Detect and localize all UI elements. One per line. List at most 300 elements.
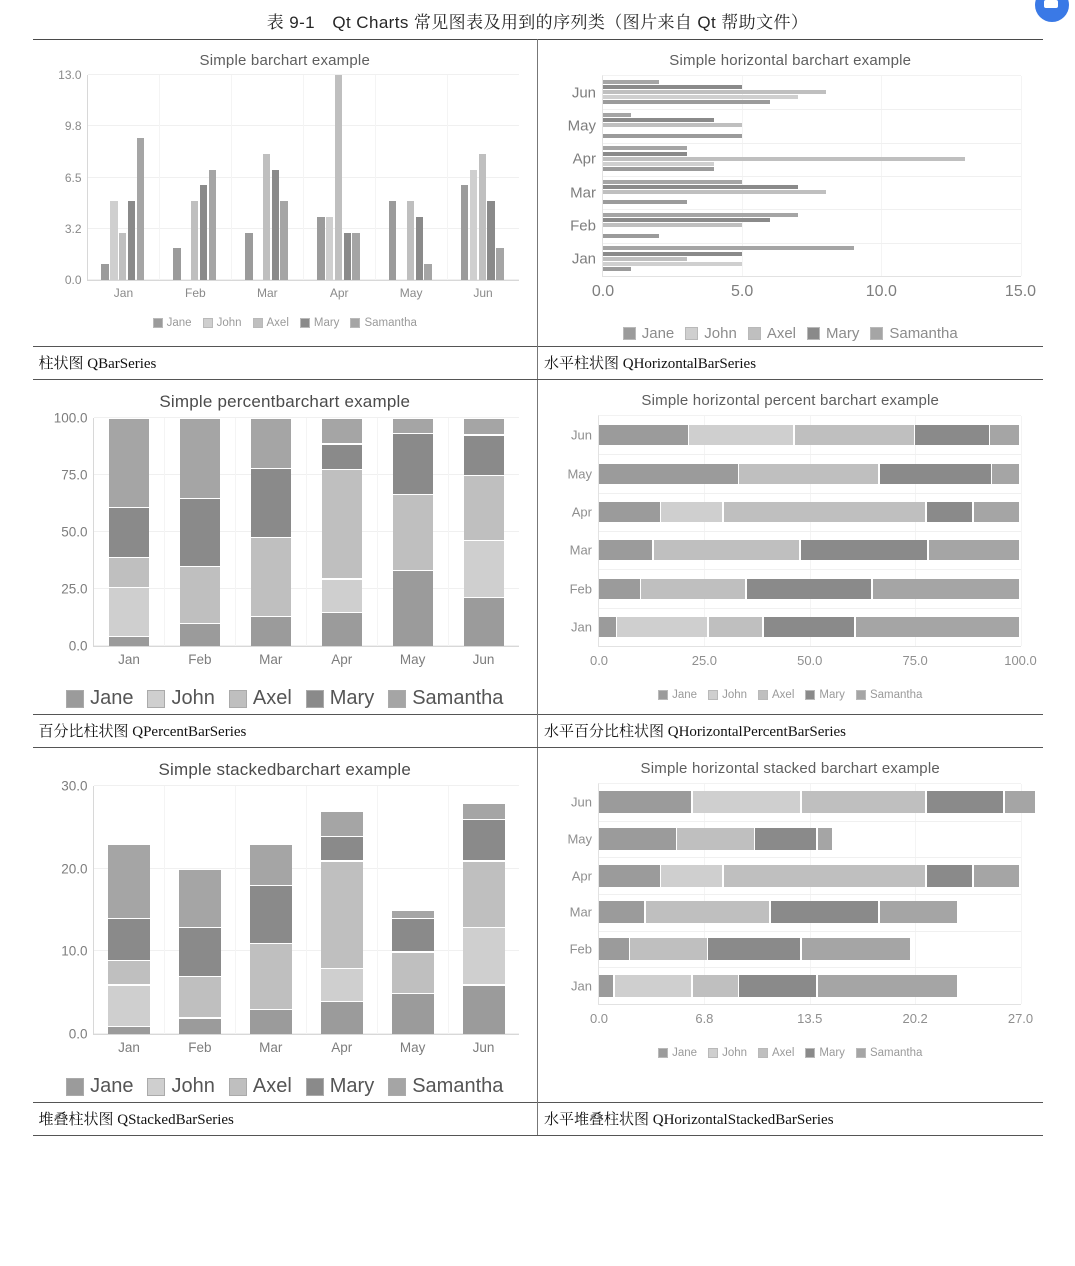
- x-axis-tick: Feb: [188, 1040, 212, 1055]
- bar-segment-axel[interactable]: [108, 961, 150, 985]
- bar-samantha[interactable]: [280, 201, 287, 280]
- bar-segment-samantha[interactable]: [463, 804, 505, 819]
- bar-segment-samantha[interactable]: [322, 419, 362, 443]
- bar-segment-samantha[interactable]: [974, 865, 1019, 887]
- legend-item-axel[interactable]: [758, 1047, 794, 1059]
- bar-john[interactable]: [603, 162, 714, 166]
- bar-segment-mary[interactable]: [747, 579, 872, 599]
- legend-label: Mary: [819, 1047, 845, 1059]
- bar-segment-mary[interactable]: [739, 975, 816, 997]
- x-axis-tick: Apr: [331, 652, 353, 667]
- caption-hbar: 水平柱状图 QHorizontalBarSeries: [538, 347, 1043, 380]
- stacked-bar[interactable]: [392, 786, 434, 1034]
- legend-item-samantha[interactable]: [856, 1047, 922, 1059]
- y-axis-tick: 25.0: [61, 581, 88, 597]
- legend-label: Axel: [766, 325, 796, 342]
- legend-swatch-icon: [856, 1048, 866, 1058]
- bar-segment-mary[interactable]: [321, 837, 363, 861]
- legend-label: Jane: [166, 317, 192, 329]
- bar-jane[interactable]: [317, 217, 324, 280]
- bar-segment-jane[interactable]: [599, 865, 660, 887]
- bar-segment-axel[interactable]: [464, 476, 504, 540]
- legend-item-john[interactable]: [147, 687, 214, 710]
- y-axis-tick: May: [567, 831, 592, 847]
- bar-segment-samantha[interactable]: [180, 419, 220, 498]
- bar-segment-axel[interactable]: [630, 938, 707, 960]
- bar-segment-mary[interactable]: [392, 919, 434, 951]
- bar-segment-axel[interactable]: [802, 791, 925, 813]
- bar-segment-mary[interactable]: [464, 436, 504, 476]
- bar-segment-jane[interactable]: [322, 613, 362, 646]
- bar-segment-john[interactable]: [689, 425, 793, 445]
- bar-jane[interactable]: [173, 248, 180, 280]
- legend-item-mary[interactable]: [807, 325, 859, 342]
- bar-segment-mary[interactable]: [250, 886, 292, 943]
- x-axis-tick: 13.5: [797, 1011, 823, 1026]
- y-axis-tick: 0.0: [68, 1026, 88, 1042]
- bar-segment-jane[interactable]: [321, 1002, 363, 1034]
- gridline-vertical: [1021, 784, 1022, 1004]
- y-axis-tick: 20.0: [61, 861, 88, 877]
- bar-samantha[interactable]: [603, 146, 687, 150]
- bar-segment-jane[interactable]: [599, 502, 660, 522]
- bar-segment-samantha[interactable]: [856, 617, 1019, 637]
- gridline: [603, 209, 1021, 210]
- bar-segment-john[interactable]: [615, 975, 692, 997]
- stacked-bar[interactable]: [108, 786, 150, 1034]
- bar-john[interactable]: [326, 217, 333, 280]
- bar-segment-samantha[interactable]: [321, 812, 363, 836]
- bar-samantha[interactable]: [352, 233, 359, 280]
- bar-mary[interactable]: [272, 170, 279, 280]
- stacked-bar[interactable]: [180, 418, 220, 646]
- legend-item-john[interactable]: [685, 325, 737, 342]
- legend-swatch-icon: [147, 1078, 165, 1096]
- bar-mary[interactable]: [603, 152, 687, 156]
- bar-segment-mary[interactable]: [251, 469, 291, 537]
- plot-area: [567, 75, 1037, 300]
- legend-item-jane[interactable]: [66, 1075, 133, 1098]
- gridline-vertical: [377, 786, 378, 1034]
- bar-segment-axel[interactable]: [321, 862, 363, 968]
- bar-segment-jane[interactable]: [599, 540, 652, 560]
- bar-segment-jane[interactable]: [599, 425, 688, 445]
- bar-segment-samantha[interactable]: [818, 975, 957, 997]
- bar-axel[interactable]: [603, 190, 826, 194]
- bar-segment-john[interactable]: [661, 865, 722, 887]
- chart-title: Simple percentbarchart example: [159, 392, 411, 411]
- bar-segment-mary[interactable]: [764, 617, 854, 637]
- chart-title: Simple horizontal barchart example: [669, 52, 912, 69]
- bar-segment-mary[interactable]: [180, 499, 220, 566]
- legend-label: Samantha: [412, 1075, 504, 1097]
- x-axis-tick: Feb: [188, 652, 212, 667]
- bar-segment-jane[interactable]: [463, 986, 505, 1034]
- bar-segment-mary[interactable]: [393, 434, 433, 494]
- bar-segment-jane[interactable]: [599, 975, 613, 997]
- bar-segment-axel[interactable]: [795, 425, 914, 445]
- bar-segment-john[interactable]: [109, 588, 149, 636]
- bar-segment-samantha[interactable]: [873, 579, 1019, 599]
- legend-label: John: [722, 689, 747, 701]
- bar-axel[interactable]: [603, 257, 687, 261]
- y-axis-tick: 30.0: [61, 778, 88, 794]
- bar-segment-jane[interactable]: [599, 938, 629, 960]
- legend-item-mary[interactable]: [306, 1075, 374, 1098]
- bar-segment-jane[interactable]: [180, 624, 220, 646]
- legend-swatch-icon: [758, 1048, 768, 1058]
- legend-item-john[interactable]: [708, 1047, 747, 1059]
- plot-area: [61, 778, 520, 1055]
- gridline-vertical: [375, 75, 376, 280]
- legend-item-jane[interactable]: [658, 689, 697, 701]
- gridline-vertical: [448, 786, 449, 1034]
- legend-item-samantha[interactable]: [350, 317, 416, 329]
- chart-legend: [41, 1075, 530, 1098]
- bar-segment-samantha[interactable]: [974, 502, 1019, 522]
- x-axis-tick: Apr: [329, 286, 349, 300]
- bar-segment-samantha[interactable]: [393, 419, 433, 433]
- bar-john[interactable]: [470, 170, 477, 280]
- bar-segment-jane[interactable]: [599, 617, 616, 637]
- bar-mary[interactable]: [603, 85, 742, 89]
- cell-horizontal-stackedbarchart: [538, 748, 1043, 1103]
- legend-item-mary[interactable]: [300, 317, 340, 329]
- bar-john[interactable]: [603, 95, 798, 99]
- caption-stacked: 堆叠柱状图 QStackedBarSeries: [33, 1103, 538, 1136]
- bar-segment-jane[interactable]: [599, 464, 738, 484]
- legend-label: Jane: [672, 1047, 698, 1059]
- stacked-bar[interactable]: [250, 786, 292, 1034]
- bar-segment-mary[interactable]: [915, 425, 989, 445]
- y-axis-tick: Jun: [571, 84, 596, 102]
- bar-jane[interactable]: [603, 100, 770, 104]
- bar-segment-samantha[interactable]: [179, 870, 221, 927]
- gridline-vertical: [448, 418, 449, 646]
- bar-axel[interactable]: [479, 154, 486, 280]
- bar-segment-mary[interactable]: [927, 502, 972, 522]
- legend-item-mary[interactable]: [306, 687, 374, 710]
- bar-segment-john[interactable]: [463, 928, 505, 985]
- x-axis-tick: Jun: [472, 652, 495, 667]
- bar-segment-jane[interactable]: [599, 791, 691, 813]
- bar-segment-samantha[interactable]: [992, 464, 1019, 484]
- bar-jane[interactable]: [389, 201, 396, 280]
- bar-segment-axel[interactable]: [693, 975, 738, 997]
- bar-samantha[interactable]: [603, 213, 798, 217]
- gridline-vertical: [377, 418, 378, 646]
- legend-item-axel[interactable]: [253, 317, 289, 329]
- bar-segment-mary[interactable]: [927, 791, 1004, 813]
- x-axis-tick: 6.8: [695, 1011, 714, 1026]
- bar-segment-mary[interactable]: [179, 928, 221, 976]
- bar-segment-axel[interactable]: [654, 540, 799, 560]
- stacked-bar[interactable]: [393, 418, 433, 646]
- legend-swatch-icon: [306, 1078, 324, 1096]
- bar-mary[interactable]: [603, 252, 742, 256]
- y-axis-tick: 0.0: [68, 638, 88, 654]
- bar-axel[interactable]: [603, 223, 742, 227]
- bar-mary[interactable]: [200, 185, 207, 280]
- x-axis-tick: 15.0: [1004, 283, 1037, 300]
- legend-item-jane[interactable]: [66, 687, 133, 710]
- bar-segment-samantha[interactable]: [251, 419, 291, 467]
- bar-mary[interactable]: [128, 201, 135, 280]
- y-axis-tick: 6.5: [64, 170, 82, 185]
- bar-segment-axel[interactable]: [709, 617, 762, 637]
- bar-segment-axel[interactable]: [463, 862, 505, 927]
- bar-jane[interactable]: [603, 200, 687, 204]
- bar-axel[interactable]: [119, 233, 126, 280]
- stacked-bar[interactable]: [179, 786, 221, 1034]
- bar-segment-mary[interactable]: [109, 508, 149, 556]
- legend-swatch-icon: [758, 690, 768, 700]
- legend-item-axel[interactable]: [758, 689, 794, 701]
- bar-segment-john[interactable]: [661, 502, 722, 522]
- y-axis-tick: Jun: [571, 427, 592, 443]
- legend-item-mary[interactable]: [805, 1047, 845, 1059]
- bar-segment-mary[interactable]: [708, 938, 800, 960]
- bar-segment-axel[interactable]: [179, 977, 221, 1017]
- bar-axel[interactable]: [191, 201, 198, 280]
- bar-john[interactable]: [110, 201, 117, 280]
- bar-jane[interactable]: [603, 234, 659, 238]
- bar-samantha[interactable]: [603, 180, 742, 184]
- bar-segment-samantha[interactable]: [250, 845, 292, 885]
- stacked-bar[interactable]: [109, 418, 149, 646]
- bar-samantha[interactable]: [424, 264, 431, 280]
- bar-axel[interactable]: [335, 75, 342, 280]
- bar-segment-axel[interactable]: [646, 901, 769, 923]
- plot-area: [567, 783, 1034, 1026]
- plot-wrapper: [58, 68, 520, 300]
- bar-segment-john[interactable]: [464, 541, 504, 597]
- bar-segment-axel[interactable]: [677, 828, 754, 850]
- bar-segment-axel[interactable]: [724, 502, 925, 522]
- bar-axel[interactable]: [407, 201, 414, 280]
- bar-segment-jane[interactable]: [464, 598, 504, 646]
- bar-mary[interactable]: [603, 118, 714, 122]
- caption-hstacked: 水平堆叠柱状图 QHorizontalStackedBarSeries: [538, 1103, 1043, 1136]
- legend-item-axel[interactable]: [229, 1075, 292, 1098]
- legend-swatch-icon: [805, 690, 815, 700]
- bar-jane[interactable]: [101, 264, 108, 280]
- gridline: [599, 531, 1021, 532]
- bar-segment-mary[interactable]: [755, 828, 816, 850]
- bar-segment-axel[interactable]: [393, 495, 433, 570]
- legend-swatch-icon: [66, 1078, 84, 1096]
- legend-item-samantha[interactable]: [856, 689, 922, 701]
- legend-item-samantha[interactable]: [388, 687, 503, 710]
- bar-mary[interactable]: [603, 185, 798, 189]
- y-axis-tick: 50.0: [61, 524, 88, 540]
- bar-segment-mary[interactable]: [927, 865, 972, 887]
- bar-segment-samantha[interactable]: [392, 911, 434, 918]
- legend-item-jane[interactable]: [153, 317, 192, 329]
- bar-segment-axel[interactable]: [641, 579, 745, 599]
- x-axis-tick: Mar: [256, 286, 278, 300]
- bar-mary[interactable]: [344, 233, 351, 280]
- cell-barchart: [33, 40, 538, 347]
- legend-item-axel[interactable]: [229, 687, 292, 710]
- y-axis-tick: Jan: [571, 619, 592, 635]
- bar-segment-jane[interactable]: [392, 994, 434, 1034]
- bar-segment-jane[interactable]: [599, 901, 644, 923]
- stacked-bar[interactable]: [321, 786, 363, 1034]
- bar-segment-jane[interactable]: [179, 1019, 221, 1034]
- chart-percent-bar: [33, 380, 538, 714]
- bar-segment-axel[interactable]: [180, 567, 220, 623]
- bar-segment-axel[interactable]: [251, 538, 291, 616]
- bar-segment-samantha[interactable]: [109, 419, 149, 507]
- legend-label: Jane: [672, 689, 698, 701]
- legend-label: Axel: [772, 689, 795, 701]
- bar-mary[interactable]: [416, 217, 423, 280]
- y-axis-tick: Mar: [569, 904, 592, 920]
- legend-swatch-icon: [388, 690, 406, 708]
- bar-samantha[interactable]: [137, 138, 144, 280]
- gridline: [599, 454, 1021, 455]
- bar-segment-jane[interactable]: [251, 617, 291, 646]
- x-axis-tick: Jan: [118, 1040, 140, 1055]
- caption-hpercent: 水平百分比柱状图 QHorizontalPercentBarSeries: [538, 715, 1043, 748]
- bar-segment-jane[interactable]: [393, 571, 433, 646]
- bar-segment-mary[interactable]: [108, 919, 150, 959]
- y-axis-tick: 3.2: [64, 221, 82, 236]
- chart-horizontal-stacked-bar: [538, 748, 1043, 1063]
- bar-segment-jane[interactable]: [109, 637, 149, 646]
- gridline-vertical: [235, 786, 236, 1034]
- legend-swatch-icon: [748, 327, 761, 340]
- bar-segment-samantha[interactable]: [108, 845, 150, 918]
- bar-segment-axel[interactable]: [724, 865, 925, 887]
- bar-segment-mary[interactable]: [463, 820, 505, 860]
- bar-axel[interactable]: [603, 123, 742, 127]
- bar-samantha[interactable]: [209, 170, 216, 280]
- chart-legend: [546, 325, 1035, 342]
- bar-segment-samantha[interactable]: [818, 828, 832, 850]
- legend-swatch-icon: [708, 690, 718, 700]
- bar-john[interactable]: [603, 262, 742, 266]
- legend-label: Mary: [826, 325, 860, 342]
- bar-mary[interactable]: [603, 218, 770, 222]
- x-axis-tick: 50.0: [797, 653, 823, 668]
- bar-jane[interactable]: [603, 134, 742, 138]
- bar-jane[interactable]: [461, 185, 468, 280]
- legend-label: Samantha: [869, 1047, 923, 1059]
- y-axis-tick: Apr: [571, 504, 592, 520]
- x-axis-tick: May: [399, 286, 423, 300]
- bar-segment-jane[interactable]: [108, 1027, 150, 1034]
- legend-item-mary[interactable]: [805, 689, 845, 701]
- bar-segment-jane[interactable]: [599, 828, 676, 850]
- bar-samantha[interactable]: [603, 246, 854, 250]
- bar-segment-jane[interactable]: [599, 579, 640, 599]
- legend-item-axel[interactable]: [748, 325, 796, 342]
- bar-segment-axel[interactable]: [250, 944, 292, 1009]
- bar-jane[interactable]: [245, 233, 252, 280]
- legend-item-jane[interactable]: [658, 1047, 697, 1059]
- bar-segment-samantha[interactable]: [1005, 791, 1035, 813]
- y-axis-tick: 13.0: [58, 68, 82, 82]
- y-axis-tick: Feb: [570, 217, 596, 235]
- bar-axel[interactable]: [603, 157, 965, 161]
- bar-axel[interactable]: [263, 154, 270, 280]
- bar-segment-axel[interactable]: [739, 464, 878, 484]
- bar-segment-samantha[interactable]: [990, 425, 1019, 445]
- legend-item-john[interactable]: [708, 689, 747, 701]
- bar-samantha[interactable]: [496, 248, 503, 280]
- legend-item-john[interactable]: [147, 1075, 214, 1098]
- legend-label: Axel: [772, 1047, 795, 1059]
- legend-label: Jane: [90, 1075, 134, 1097]
- legend-item-jane[interactable]: [623, 325, 675, 342]
- bar-samantha[interactable]: [603, 80, 659, 84]
- bar-segment-john[interactable]: [693, 791, 801, 813]
- y-axis-tick: Jan: [571, 978, 592, 994]
- legend-label: Samantha: [364, 317, 417, 329]
- bar-segment-mary[interactable]: [322, 445, 362, 469]
- x-axis-tick: May: [399, 652, 426, 667]
- bar-segment-axel[interactable]: [392, 953, 434, 993]
- bar-segment-mary[interactable]: [801, 540, 928, 560]
- legend-item-samantha[interactable]: [388, 1075, 503, 1098]
- chart-bar: [33, 40, 538, 333]
- plot-wrapper: [567, 75, 1037, 300]
- bar-segment-jane[interactable]: [250, 1010, 292, 1034]
- table-row: [33, 380, 1043, 715]
- legend-label: John: [171, 1075, 215, 1097]
- legend-swatch-icon: [300, 318, 310, 328]
- bar-segment-samantha[interactable]: [464, 419, 504, 434]
- cell-stackedbarchart: [33, 748, 538, 1103]
- legend-label: Samantha: [869, 689, 923, 701]
- table-row: [33, 347, 1043, 380]
- legend-label: Jane: [90, 687, 134, 709]
- bar-segment-samantha[interactable]: [880, 901, 957, 923]
- legend-item-samantha[interactable]: [870, 325, 957, 342]
- bar-samantha[interactable]: [603, 113, 631, 117]
- gridline-vertical: [164, 418, 165, 646]
- x-axis-tick: 0.0: [589, 653, 609, 668]
- table-row: [33, 715, 1043, 748]
- bar-jane[interactable]: [603, 167, 714, 171]
- stacked-bar[interactable]: [463, 786, 505, 1034]
- bar-mary[interactable]: [487, 201, 494, 280]
- y-axis-tick: May: [567, 117, 596, 135]
- cell-percentbarchart: [33, 380, 538, 715]
- bar-jane[interactable]: [603, 267, 631, 271]
- bar-segment-john[interactable]: [321, 969, 363, 1001]
- bar-segment-samantha[interactable]: [929, 540, 1019, 560]
- bar-axel[interactable]: [603, 90, 826, 94]
- legend-item-john[interactable]: [203, 317, 242, 329]
- y-axis-tick: 9.8: [64, 119, 82, 134]
- bar-segment-john[interactable]: [322, 580, 362, 613]
- legend-swatch-icon: [856, 690, 866, 700]
- bar-segment-john[interactable]: [108, 986, 150, 1026]
- bar-segment-samantha[interactable]: [802, 938, 910, 960]
- bar-segment-mary[interactable]: [880, 464, 991, 484]
- legend-swatch-icon: [807, 327, 820, 340]
- bar-segment-axel[interactable]: [109, 558, 149, 587]
- stacked-bar[interactable]: [251, 418, 291, 646]
- bar-segment-john[interactable]: [617, 617, 707, 637]
- stacked-bar[interactable]: [322, 418, 362, 646]
- stacked-bar[interactable]: [464, 418, 504, 646]
- bar-segment-mary[interactable]: [771, 901, 879, 923]
- bar-segment-axel[interactable]: [322, 470, 362, 579]
